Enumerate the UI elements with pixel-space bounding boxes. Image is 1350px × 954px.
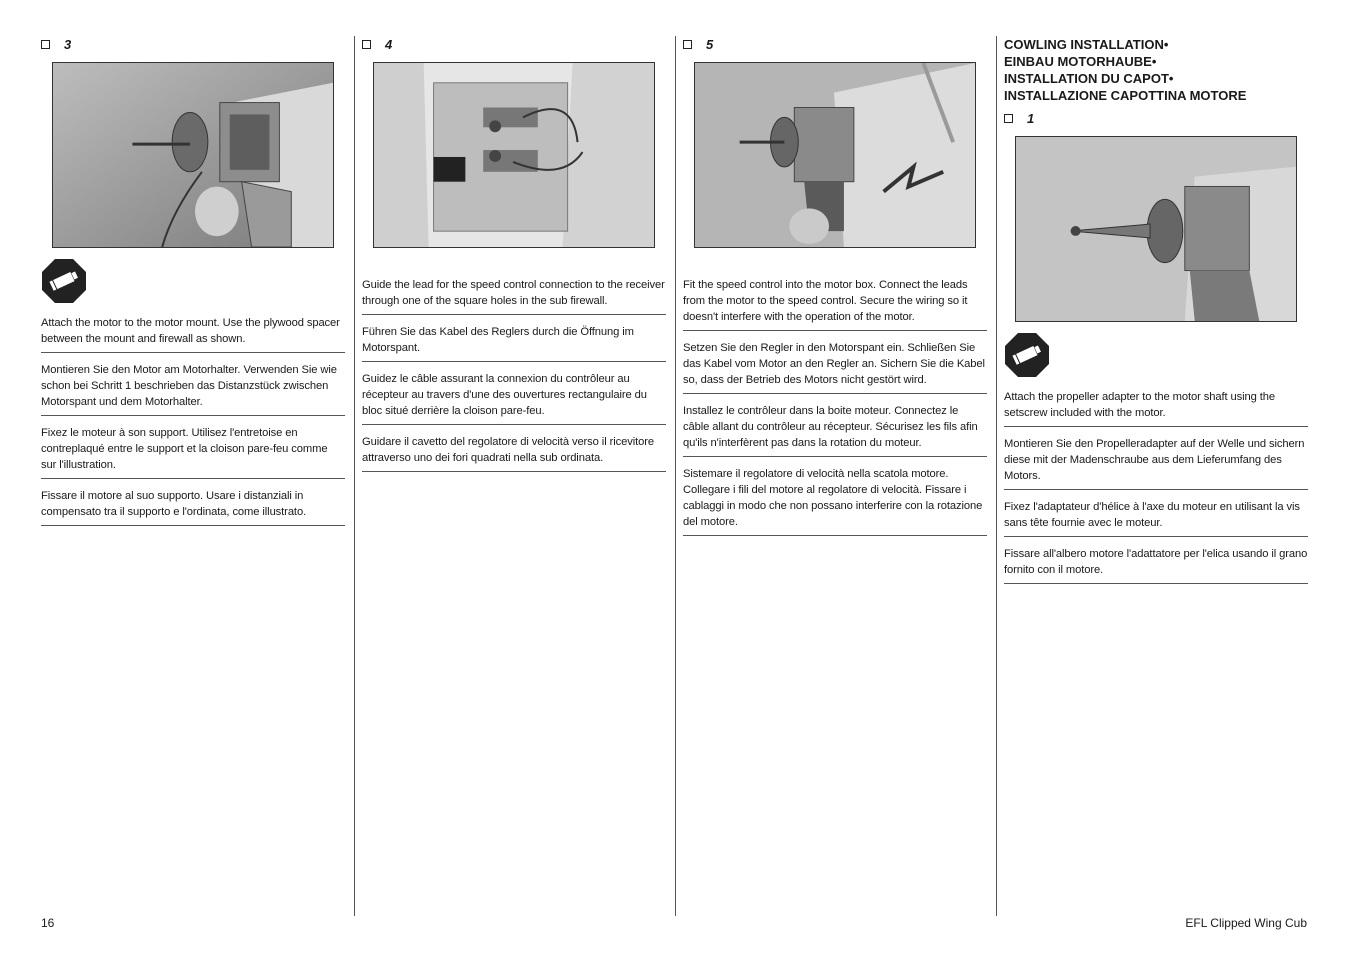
glue-tube-icon bbox=[1004, 332, 1050, 378]
instruction-text: Fissare all'albero motore l'adattatore per l'elica usando il grano fornito con il motore. bbox=[1004, 543, 1308, 584]
step-header bbox=[683, 36, 987, 52]
instruction-text: Guidare il cavetto del regolatore di velocità verso il ricevitore attraverso uno dei fori quadrati nella sub ordinata. bbox=[362, 431, 666, 472]
glue-tube-icon bbox=[41, 258, 87, 304]
step-header bbox=[362, 36, 666, 52]
speed-control-in-motor-box-photo bbox=[694, 62, 976, 248]
step-checkbox[interactable] bbox=[1004, 114, 1013, 123]
step-checkbox[interactable] bbox=[41, 40, 50, 49]
step-number: 3 bbox=[64, 36, 72, 52]
instruction-text: Attach the motor to the motor mount. Use the plywood spacer between the mount and firewall as shown. bbox=[41, 312, 345, 353]
step-number: 5 bbox=[706, 36, 714, 52]
step-5-column bbox=[683, 36, 987, 542]
page-number: 16 bbox=[41, 916, 55, 930]
column-divider bbox=[354, 36, 355, 916]
step-4-column bbox=[362, 36, 666, 478]
instruction-text: Fixez l'adaptateur d'hélice à l'axe du moteur en utilisant la vis sans tête fournie avec le moteur. bbox=[1004, 496, 1308, 537]
step-number: 1 bbox=[1027, 110, 1035, 126]
column-divider bbox=[996, 36, 997, 916]
document-title: EFL Clipped Wing Cub bbox=[1185, 916, 1307, 930]
step-number: 4 bbox=[385, 36, 393, 52]
instruction-text: Montieren Sie den Motor am Motorhalter. Verwenden Sie wie schon bei Schritt 1 beschrieben das Distanzstück zwischen Motorspant und dem Motorhalter. bbox=[41, 359, 345, 416]
instruction-text: Montieren Sie den Propelleradapter auf der Welle und sichern diese mit der Madenschraube aus dem Lieferumfang des Motors. bbox=[1004, 433, 1308, 490]
step-header bbox=[41, 36, 345, 52]
instruction-text: Guidez le câble assurant la connexion du contrôleur au récepteur au travers d'une des ouvertures rectangulaire du bloc situé derrière la cloison pare-feu. bbox=[362, 368, 666, 425]
instruction-text: Attach the propeller adapter to the motor shaft using the setscrew included with the motor. bbox=[1004, 386, 1308, 427]
step-3-column bbox=[41, 36, 345, 532]
sub-firewall-photo bbox=[373, 62, 655, 248]
propeller-adapter-photo bbox=[1015, 136, 1297, 322]
instruction-text: Sistemare il regolatore di velocità nella scatola motore. Collegare i fili del motore al regolatore di velocità. Fissare i cablaggi in modo che non possano interferire con la rotazione del motore. bbox=[683, 463, 987, 536]
instruction-text: Fit the speed control into the motor box. Connect the leads from the motor to the speed control. Secure the wiring so it doesn't interfere with the operation of the motor. bbox=[683, 274, 987, 331]
step-header bbox=[1004, 110, 1308, 126]
section-heading: COWLING INSTALLATION• EINBAU MOTORHAUBE• INSTALLATION DU CAPOT• INSTALLAZIONE CAPOTTINA MOTORE bbox=[1004, 37, 1247, 103]
step-checkbox[interactable] bbox=[362, 40, 371, 49]
column-divider bbox=[675, 36, 676, 916]
instruction-text: Fissare il motore al suo supporto. Usare i distanziali in compensato tra il supporto e l'ordinata, come illustrato. bbox=[41, 485, 345, 526]
instruction-text: Installez le contrôleur dans la boite moteur. Connectez le câble allant du contrôleur au récepteur. Sécurisez les fils afin qu'ils n'interfèrent pas dans la rotation du moteur. bbox=[683, 400, 987, 457]
instruction-text: Guide the lead for the speed control connection to the receiver through one of the square holes in the sub firewall. bbox=[362, 274, 666, 315]
instruction-text: Setzen Sie den Regler in den Motorspant ein. Schließen Sie das Kabel vom Motor an den Regler an. Sichern Sie die Kabel so, dass der Betrieb des Motors nicht gestört wird. bbox=[683, 337, 987, 394]
cowling-installation-column bbox=[1004, 36, 1308, 590]
instruction-text: Fixez le moteur à son support. Utilisez l'entretoise en contreplaqué entre le support et la cloison pare-feu comme sur l'illustration. bbox=[41, 422, 345, 479]
step-checkbox[interactable] bbox=[683, 40, 692, 49]
motor-on-mount-photo bbox=[52, 62, 334, 248]
instruction-text: Führen Sie das Kabel des Reglers durch die Öffnung im Motorspant. bbox=[362, 321, 666, 362]
